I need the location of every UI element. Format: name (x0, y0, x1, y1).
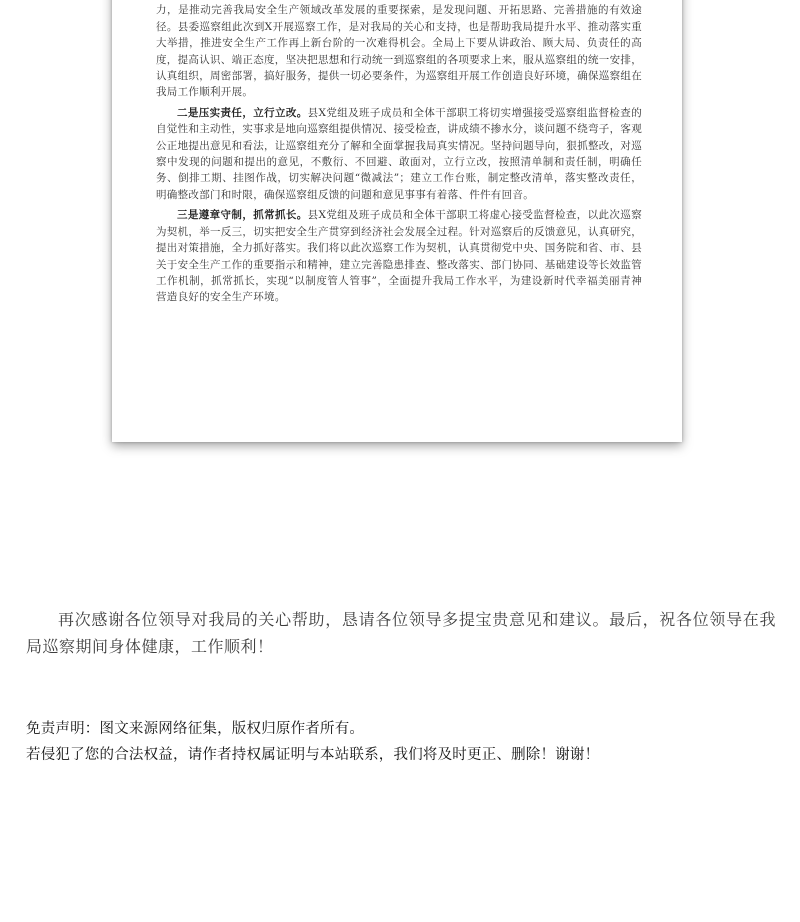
intro-paragraph: 力，是推动完善我局安全生产领域改革发展的重要探索，是发现问题、开拓思路、完善措施的有效途径。县委巡察组此次到X开展巡察工作，是对我局的关心和支持，也是帮助我局提升水平、推动落实重大举措，推进安全生产工作再上新台阶的一次难得机会。全局上下要从讲政治、顾大局、负责任的高度，提高认识、端正态度，坚决把思想和行动统一到巡察组的各项要求上来，服从巡察组的统一安排，认真组织，周密部署，搞好服务，提供一切必要条件，为巡察组开展工作创造良好环境，确保巡察组在我局工作顺利开展。 (156, 4, 642, 99)
paragraph-body: 县X党组及班子成员和全体干部职工将切实增强接受巡察组监督检查的自觉性和主动性，实事求是地向巡察组提供情况、接受检查，讲成绩不掺水分，谈问题不绕弯子，客观公正地提出意见和看法，让巡察组充分了解和全面掌握我局真实情况。坚持问题导向，狠抓整改，对巡察中发现的问题和提出的意见，不敷衍、不回避、敢面对，立行立改，按照清单制和责任制，明确任务、倒排工期、挂图作战，切实解决问题“微减法”；建立工作台账，制定整改清单，落实整改责任，明确整改部门和时限，确保巡察组反馈的问题和意见事事有着落、件件有回音。 (156, 106, 642, 201)
paragraph-lead: 三是遵章守制，抓常抓长。 (177, 209, 308, 222)
paragraph-regulations (156, 207, 642, 305)
paragraph-body: 县X党组及班子成员和全体干部职工将虚心接受监督检查，以此次巡察为契机，举一反三，切实把安全生产贯穿到经济社会发展全过程。针对巡察后的反馈意见，认真研究，提出对策措施，全力抓好落实。我们将以此次巡察工作为契机，认真贯彻党中央、国务院和省、市、县关于安全生产工作的重要指示和精神，建立完善隐患排查、整改落实、部门协同、基础建设等长效监管工作机制，抓常抓长，实现“以制度管人管事”，全面提升我局工作水平，为建设新时代幸福美丽青神营造良好的安全生产环境。 (156, 209, 642, 304)
disclaimer (26, 716, 776, 768)
document-page-text (156, 0, 642, 306)
paragraph-responsibility (156, 105, 642, 203)
disclaimer-line: 免责声明：图文来源网络征集，版权归原作者所有。 (26, 721, 365, 737)
disclaimer-line: 若侵犯了您的合法权益，请作者持权属证明与本站联系，我们将及时更正、删除！谢谢！ (26, 747, 600, 763)
paragraph-lead: 二是压实责任，立行立改。 (177, 106, 308, 119)
document-page-preview (112, 0, 682, 442)
closing-paragraph: 再次感谢各位领导对我局的关心帮助，恳请各位领导多提宝贵意见和建议。最后，祝各位领导在我局巡察期间身体健康，工作顺利！ (26, 610, 776, 656)
